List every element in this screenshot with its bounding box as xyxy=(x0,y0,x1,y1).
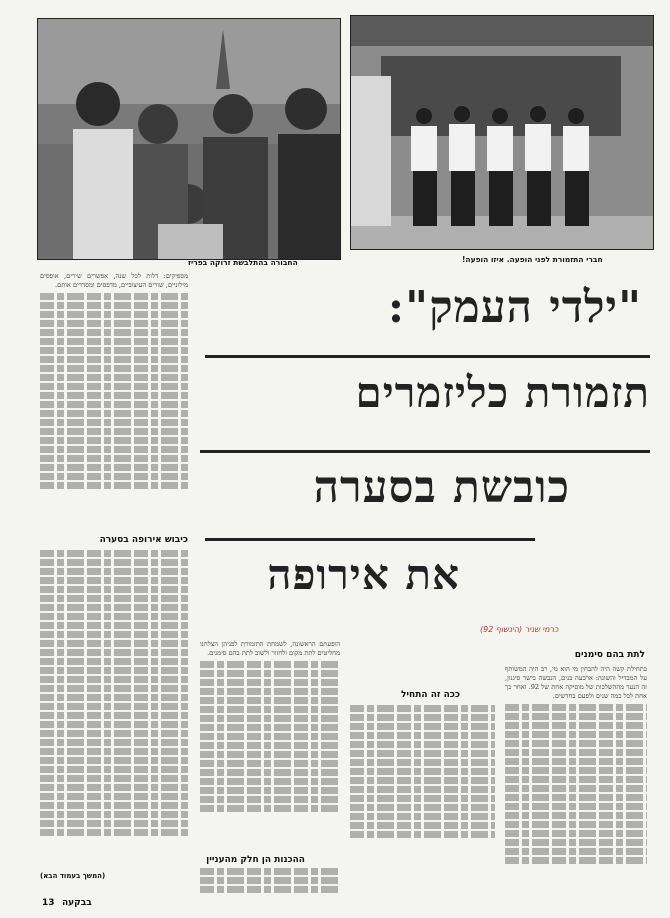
text-line xyxy=(40,748,188,755)
text-line xyxy=(40,550,188,557)
text-line xyxy=(40,820,188,827)
text-line xyxy=(505,857,647,864)
text-line xyxy=(350,750,495,757)
text-line xyxy=(40,694,188,701)
text-line xyxy=(505,713,647,720)
text-line xyxy=(40,613,188,620)
left-column-intro: מספיקים: דלות לכל שנה, אפשרים שירים, אופסים מילוניים, שורים העיצוביים, מדפסים ומסדרים אותם. xyxy=(40,272,188,289)
text-line xyxy=(200,688,340,695)
text-line xyxy=(40,464,188,471)
middle-column-subhead: ככה זה התחיל xyxy=(400,690,460,700)
text-line xyxy=(200,679,340,686)
text-line xyxy=(40,302,188,309)
text-line xyxy=(200,670,340,677)
text-line xyxy=(40,712,188,719)
text-line xyxy=(505,785,647,792)
text-line xyxy=(40,437,188,444)
text-line xyxy=(40,365,188,372)
middle-left-column xyxy=(200,640,340,855)
handwritten-note: כרמי שניר (הינשוף 92) xyxy=(480,625,559,634)
text-line xyxy=(505,839,647,846)
text-line xyxy=(40,559,188,566)
text-line xyxy=(40,775,188,782)
text-line xyxy=(40,356,188,363)
text-line xyxy=(350,723,495,730)
text-line xyxy=(505,731,647,738)
text-line xyxy=(505,848,647,855)
text-line xyxy=(40,766,188,773)
text-line xyxy=(200,796,340,803)
text-line xyxy=(200,886,340,893)
text-line xyxy=(40,793,188,800)
text-line xyxy=(200,697,340,704)
text-line xyxy=(350,822,495,829)
text-line xyxy=(200,877,340,884)
text-line xyxy=(40,473,188,480)
text-line xyxy=(505,776,647,783)
headline-rule-2 xyxy=(200,450,650,453)
middle-column-subhead-2: ההכנות הן חלק מהעניין xyxy=(206,855,305,865)
right-column-intro: בתחילת קשה היה להבחין מי הוא מי, רב היה המשותף על המבדיל והשונה: ארבעה בנים, הנבשה בישר סיגנון, זה הנער מההשלכות של מוסיקה אחת של 92. ואחר כך אחת לכל כמה שנים ולפעם בחדשים. xyxy=(505,665,647,700)
orchestra-photo xyxy=(350,15,654,250)
left-photo-caption: החבורה בהתלבשת זרוקה בפריז xyxy=(188,258,298,267)
text-line xyxy=(200,742,340,749)
text-line xyxy=(505,749,647,756)
text-line xyxy=(350,777,495,784)
text-line xyxy=(40,320,188,327)
text-line xyxy=(350,759,495,766)
headline-rule-3 xyxy=(205,538,535,541)
text-line xyxy=(200,661,340,668)
text-line xyxy=(40,293,188,300)
text-line xyxy=(350,813,495,820)
text-line xyxy=(40,577,188,584)
text-line xyxy=(40,482,188,489)
text-line xyxy=(40,631,188,638)
text-line xyxy=(40,311,188,318)
left-column-lower xyxy=(40,550,188,855)
text-line xyxy=(40,446,188,453)
orchestra-photo-image xyxy=(351,16,653,249)
text-line xyxy=(505,758,647,765)
text-line xyxy=(350,705,495,712)
text-line xyxy=(40,721,188,728)
text-line xyxy=(40,392,188,399)
text-line xyxy=(40,784,188,791)
text-line xyxy=(40,604,188,611)
group-photo-paris-image xyxy=(38,19,340,259)
text-line xyxy=(200,760,340,767)
text-line xyxy=(40,401,188,408)
text-line xyxy=(200,706,340,713)
headline-line-4: את אירופה xyxy=(267,550,460,599)
text-line xyxy=(40,811,188,818)
text-line xyxy=(505,767,647,774)
headline-line-3: כובשת בסערה xyxy=(313,462,570,513)
text-line xyxy=(40,703,188,710)
text-line xyxy=(40,347,188,354)
text-line xyxy=(40,595,188,602)
text-line xyxy=(40,410,188,417)
text-line xyxy=(40,667,188,674)
right-column xyxy=(505,665,647,895)
text-line xyxy=(40,685,188,692)
middle-right-column xyxy=(350,705,495,855)
text-line xyxy=(40,374,188,381)
text-line xyxy=(200,724,340,731)
text-line xyxy=(40,829,188,836)
headline-rule-1 xyxy=(205,355,650,358)
headline-line-2: תזמורת כליזמרים xyxy=(355,368,650,417)
text-line xyxy=(200,778,340,785)
text-line xyxy=(350,732,495,739)
text-line xyxy=(200,715,340,722)
text-line xyxy=(505,812,647,819)
text-line xyxy=(40,329,188,336)
text-line xyxy=(350,768,495,775)
text-line xyxy=(505,740,647,747)
text-line xyxy=(40,383,188,390)
publication-name: בבקעה xyxy=(62,898,92,908)
text-line xyxy=(505,704,647,711)
text-line xyxy=(505,722,647,729)
text-line xyxy=(40,586,188,593)
left-column-subhead: כיבוש אירופה בסערה xyxy=(99,535,188,545)
text-line xyxy=(200,751,340,758)
right-column-subhead: לתת בהם סימנים xyxy=(574,650,645,660)
text-line xyxy=(40,455,188,462)
text-line xyxy=(200,805,340,812)
middle-column-intro: הופעתם הראשונה, לשמחת התזמורת לפניהן הצלחנו מחליטים לתת מקום ולחזור ולשוב לתת בהם סימנים. xyxy=(200,640,340,657)
text-line xyxy=(40,640,188,647)
text-line xyxy=(40,658,188,665)
text-line xyxy=(350,804,495,811)
text-line xyxy=(200,787,340,794)
text-line xyxy=(40,622,188,629)
text-line xyxy=(40,730,188,737)
text-line xyxy=(40,676,188,683)
text-line xyxy=(505,821,647,828)
text-line xyxy=(40,428,188,435)
text-line xyxy=(40,739,188,746)
text-line xyxy=(40,568,188,575)
text-line xyxy=(40,802,188,809)
text-line xyxy=(505,803,647,810)
text-line xyxy=(40,419,188,426)
text-line xyxy=(505,794,647,801)
page-number: 13 xyxy=(42,898,55,908)
text-line xyxy=(40,649,188,656)
text-line xyxy=(350,786,495,793)
text-line xyxy=(350,831,495,838)
text-line xyxy=(40,338,188,345)
headline-line-1: "ילדי העמק": xyxy=(387,282,642,333)
left-column xyxy=(40,272,188,520)
text-line xyxy=(40,757,188,764)
text-line xyxy=(200,868,340,875)
text-line xyxy=(350,741,495,748)
text-line xyxy=(350,795,495,802)
middle-bottom-column xyxy=(200,868,340,898)
text-line xyxy=(505,830,647,837)
group-photo-paris xyxy=(37,18,341,260)
right-photo-caption: חברי התזמורת לפני הופעה. איזו הופעה! xyxy=(462,255,603,264)
text-line xyxy=(200,733,340,740)
continued-note: (המשך בעמוד הבא) xyxy=(40,872,106,880)
text-line xyxy=(200,769,340,776)
text-line xyxy=(350,714,495,721)
